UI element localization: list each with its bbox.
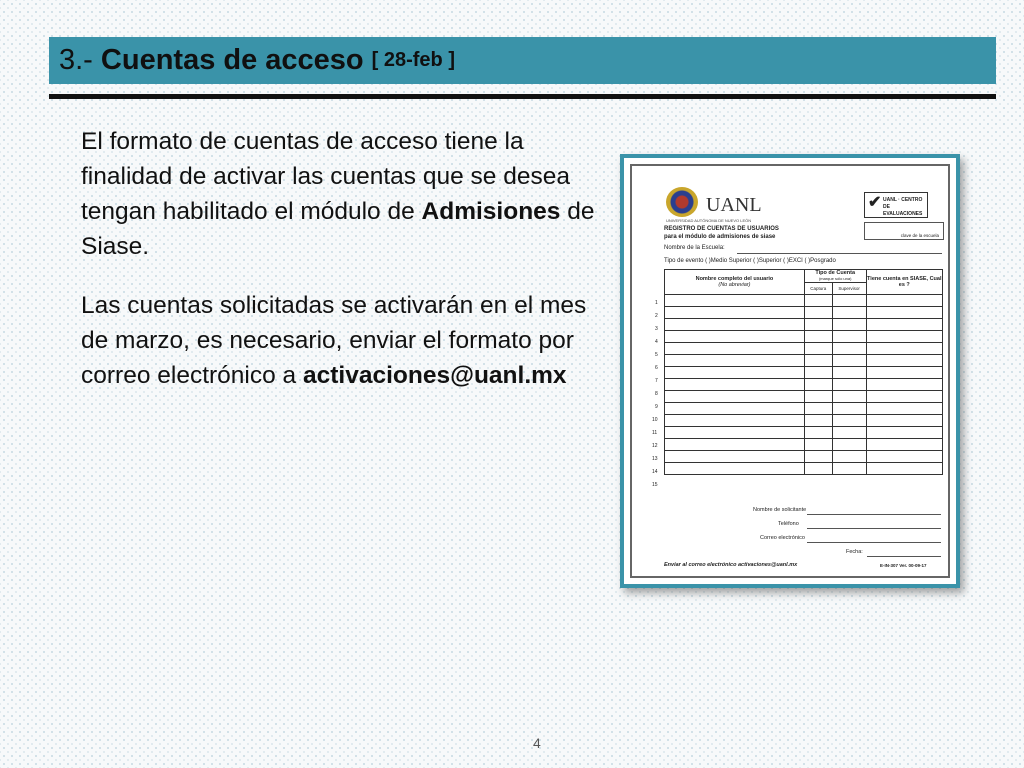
row-number: 11 <box>652 430 658 436</box>
title-number: 3.- <box>59 44 101 76</box>
form-sheet <box>630 164 950 578</box>
col-account-header <box>866 270 942 295</box>
row-number: 2 <box>655 313 658 319</box>
row-number: 5 <box>655 352 658 358</box>
p1-end: de Siase. <box>81 198 595 260</box>
logo-subtitle: UNIVERSIDAD AUTÓNOMA DE NUEVO LEÓN <box>666 218 752 223</box>
logo-text: UANL <box>706 194 762 216</box>
col-type-note: (marque sólo una) <box>818 276 852 281</box>
table-row <box>665 331 943 343</box>
row-number: 1 <box>655 300 658 306</box>
slide-title: Cuentas de acceso <box>100 44 364 76</box>
table-row <box>665 403 943 415</box>
check-icon: ✔ <box>868 194 882 211</box>
table-row <box>665 295 943 307</box>
table-row <box>665 451 943 463</box>
row-number: 9 <box>655 404 658 410</box>
table-row <box>665 343 943 355</box>
table-row <box>665 367 943 379</box>
table-row <box>665 439 943 451</box>
paragraph-2 <box>81 288 616 393</box>
school-underline <box>737 253 942 254</box>
row-number: 7 <box>655 378 658 384</box>
form-title-line1: REGISTRO DE CUENTAS DE USUARIOS <box>664 226 779 232</box>
row-number: 4 <box>655 339 658 345</box>
date-underline <box>867 556 941 557</box>
col-supervisor-header: Supervisor <box>832 283 866 295</box>
table-row <box>665 415 943 427</box>
center-label: UANL · CENTRO DE EVALUACIONES <box>883 197 923 217</box>
col-name-label: Nombre completo del usuario <box>695 276 774 282</box>
form-image <box>620 154 960 588</box>
col-capture-header: Captura <box>804 283 832 295</box>
email-underline <box>807 542 941 543</box>
body-text <box>81 124 616 393</box>
users-table <box>664 269 943 475</box>
row-number: 12 <box>652 443 658 449</box>
table-row <box>665 379 943 391</box>
row-number: 15 <box>652 482 658 488</box>
table-row <box>665 319 943 331</box>
row-number: 6 <box>655 365 658 371</box>
paragraph-1 <box>81 124 616 264</box>
col-account-label: Tiene cuenta en SIASE, Cual es ? <box>867 276 942 288</box>
school-key-box <box>864 222 944 240</box>
send-note: Enviar al correo electrónico activaciones@uanl.mx <box>664 562 798 568</box>
table-header-row <box>665 270 943 283</box>
title-divider <box>49 94 996 99</box>
form-title <box>664 225 779 241</box>
row-number: 3 <box>655 326 658 332</box>
table-row <box>665 391 943 403</box>
form-code: E-IN-307 Ver. 00-09-17 <box>880 563 927 568</box>
slide-title-bar <box>49 37 996 84</box>
date-label: Fecha: <box>846 549 863 555</box>
requester-label: Nombre de solicitante <box>753 507 807 513</box>
row-number: 14 <box>652 469 658 475</box>
table-row <box>665 427 943 439</box>
email-address: activaciones@uanl.mx <box>302 362 567 389</box>
email-label: Correo electrónico <box>760 535 805 541</box>
phone-label: Teléfono <box>778 521 799 527</box>
form-title-line2: para el módulo de admisiones de siase <box>664 234 776 240</box>
table-row <box>665 307 943 319</box>
school-label: Nombre de la Escuela: <box>664 245 725 251</box>
row-number: 8 <box>655 391 658 397</box>
university-seal-icon <box>666 187 698 217</box>
table-row <box>665 355 943 367</box>
table-row <box>665 463 943 475</box>
row-number: 13 <box>652 456 658 462</box>
requester-underline <box>807 514 941 515</box>
school-key-label: clave de la escuela <box>900 233 939 238</box>
phone-underline <box>807 528 941 529</box>
row-number: 10 <box>652 417 658 423</box>
page-number: 4 <box>533 735 541 751</box>
center-logo <box>864 192 928 218</box>
event-label: Tipo de evento ( )Medio Superior ( )Superior ( )EXCI ( )Posgrado <box>664 258 836 264</box>
col-type-label: Tipo de Cuenta <box>815 270 855 276</box>
col-name-note: (No abreviar) <box>718 282 751 288</box>
p1-text: El formato de cuentas de acceso tiene la finalidad de activar las cuentas que se desea tengan habilitado el módulo de <box>81 128 570 225</box>
col-name-header <box>665 270 805 295</box>
p2-text: Las cuentas solicitadas se activarán en el mes de marzo, es necesario, enviar el formato por correo electrónico a <box>81 292 587 389</box>
title-date: [ 28-feb ] <box>371 49 455 71</box>
p1-bold: Admisiones <box>421 198 561 225</box>
col-type-header <box>804 270 866 283</box>
